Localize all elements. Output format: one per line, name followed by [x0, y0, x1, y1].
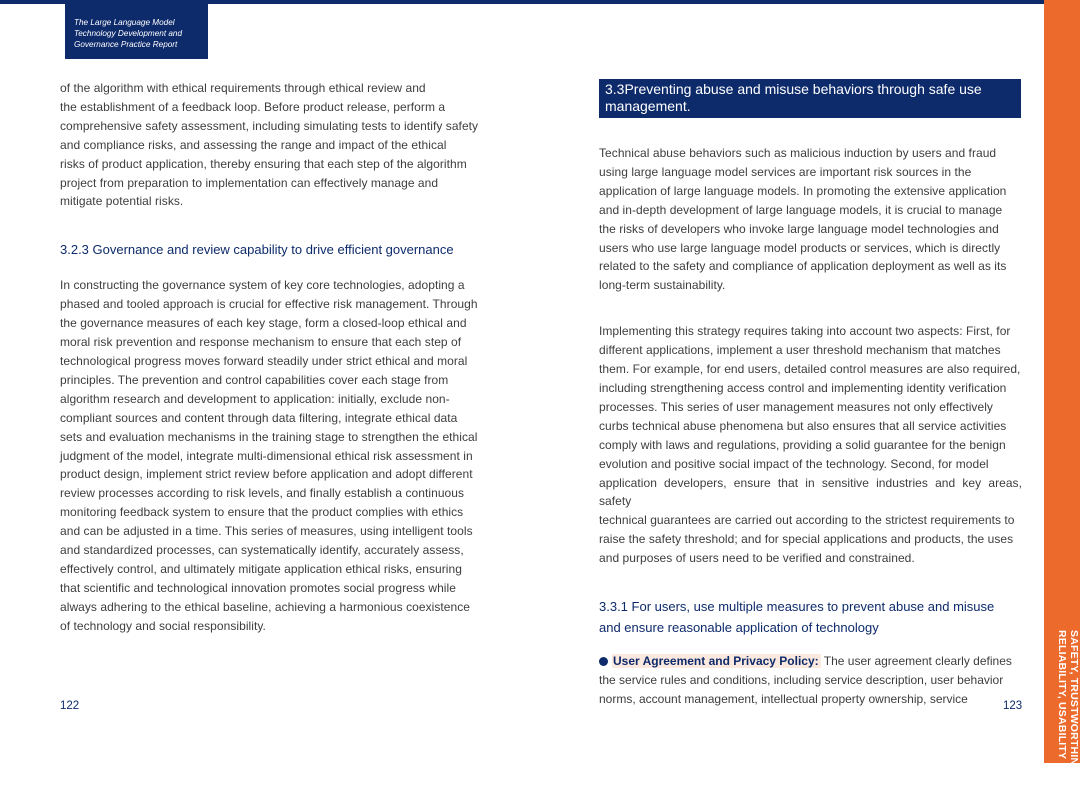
text-line: sets and evaluation mechanisms in the training stage to strengthen the ethical [60, 429, 478, 444]
left-paragraph-1 [60, 79, 481, 211]
text-line: technological progress moves forward steadily under strict ethical and moral [60, 353, 468, 368]
report-title-line: Technology Development and [74, 29, 183, 38]
subheading-line: 3.3.1 For users, use multiple measures to prevent abuse and misuse [599, 599, 995, 615]
text-line: users who use large language model products or services, which is directly [599, 240, 1001, 255]
page-number-left: 122 [60, 700, 80, 712]
text-line: and compliance risks, and assessing the range and impact of the ethical [60, 137, 447, 152]
text-line: algorithm research and development to application: initially, exclude non- [60, 391, 450, 406]
subsection-heading-3-3-1 [599, 596, 1022, 638]
section-heading-line: 3.3Preventing abuse and misuse behaviors through safe use [605, 81, 982, 97]
text-line: of the algorithm with ethical requirements through ethical review and [60, 81, 426, 95]
text-line: different applications, implement a user threshold mechanism that matches [599, 343, 1001, 358]
text-line: product design, implement strict review before application and adopt different [60, 467, 473, 482]
text-line: long-term sustainability. [599, 278, 726, 293]
text-line: project from preparation to implementation can effectively manage and [60, 175, 439, 190]
subsection-heading-3-2-3: 3.2.3 Governance and review capability to drive efficient governance [60, 242, 454, 258]
text-line: monitoring feedback system to ensure that the product complies with ethics [60, 505, 464, 520]
text-line: comply with laws and regulations, providing a solid guarantee for the benign [599, 437, 1006, 452]
bullet-label: User Agreement and Privacy Policy: [613, 654, 819, 669]
text-line: and in-depth development of large language models, it is crucial to manage [599, 202, 1003, 217]
right-paragraph-2 [599, 322, 1022, 568]
text-line: moral risk prevention and response mechanism to ensure that each step of [60, 335, 462, 350]
text-line: that scientific and technological innovation promotes social progress while [60, 580, 456, 595]
text-line: the establishment of a feedback loop. Before product release, perform a [60, 99, 446, 114]
report-header-box [65, 4, 208, 59]
page-number-right: 123 [1003, 700, 1023, 712]
text-line: and purposes of users need to be verified and constrained. [599, 551, 915, 566]
text-line: principles. The prevention and control capabilities cover each stage from [60, 372, 449, 387]
text-line: judgment of the model, integrate multi-dimensional ethical risk assessment in [60, 448, 473, 463]
text-line: curbs technical abuse phenomena but also ensures that all service activities [599, 418, 1007, 433]
right-page-column [599, 79, 1022, 709]
text-line: risks of product application, thereby ensuring that each step of the algorithm [60, 156, 467, 171]
text-line: and can be adjusted in a time. This series of measures, using intelligent tools [60, 524, 473, 539]
text-line: using large language model services are important risk sources in the [599, 164, 972, 179]
text-line: always adhering to the ethical baseline, achieving a harmonious coexistence [60, 599, 470, 614]
section-heading-3-3 [599, 79, 1021, 118]
text-line: raise the safety threshold; and for special applications and products, the uses [599, 532, 1014, 547]
text-line: application developers, ensure that in sensitive industries and key areas, safety [599, 475, 1022, 509]
side-tab-label [1056, 630, 1080, 787]
subheading-line: and ensure reasonable application of technology [599, 620, 879, 636]
text-line: processes. This series of user management measures not only effectively [599, 399, 993, 414]
text-line: including strengthening access control and implementing identity verification [599, 380, 1007, 395]
section-heading-line: management. [605, 98, 691, 114]
text-line: norms, account management, intellectual property ownership, service [599, 692, 968, 707]
bullet-text: The user agreement clearly defines [823, 654, 1012, 669]
text-line: the governance measures of each key stage, form a closed-loop ethical and [60, 316, 467, 331]
text-line: Implementing this strategy requires taking into account two aspects: First, for [599, 324, 1011, 339]
side-tab-line: RELIABILITY, USABILITY [1056, 630, 1068, 760]
text-line: mitigate potential risks. [60, 194, 184, 209]
text-line: In constructing the governance system of key core technologies, adopting a [60, 278, 465, 293]
report-title-line: Governance Practice Report [74, 40, 178, 49]
bullet-item-user-agreement [599, 652, 1022, 709]
text-line: of technology and social responsibility. [60, 618, 266, 633]
text-line: related to the safety and compliance of application deployment as well as its [599, 259, 1007, 274]
right-paragraph-1 [599, 144, 1022, 295]
text-line: application of large language models. In promoting the extensive application [599, 183, 1007, 198]
left-page-column [60, 79, 481, 636]
side-tab-line: SAFETY, TRUSTWORTHINESS [1068, 630, 1080, 787]
text-line: phased and tooled approach is crucial for effective risk management. Through [60, 297, 478, 312]
bullet-dot-icon [599, 657, 608, 666]
side-tab-strip [1044, 0, 1080, 787]
text-line: review processes according to risk levels, and finally establish a continuous [60, 486, 465, 501]
text-line: comprehensive safety assessment, including simulating tests to identify safety [60, 118, 479, 133]
text-line: compliant sources and content through data filtering, integrate ethical data [60, 410, 458, 425]
text-line: the risks of developers who invoke large language model technologies and [599, 221, 999, 236]
text-line: effectively control, and ultimately mitigate application ethical risks, ensuring [60, 561, 462, 576]
text-line: technical guarantees are carried out according to the strictest requirements to [599, 513, 1015, 528]
text-line: evolution and positive social impact of the technology. Second, for model [599, 456, 989, 471]
left-paragraph-2 [60, 276, 481, 635]
text-line: Technical abuse behaviors such as malicious induction by users and fraud [599, 146, 997, 160]
text-line: the service rules and conditions, including service description, user behavior [599, 673, 1004, 688]
report-title-line: The Large Language Model [74, 18, 175, 27]
text-line: and standardized processes, can systematically identify, accurately assess, [60, 543, 464, 558]
text-line: them. For example, for end users, detailed control measures are also required, [599, 362, 1021, 377]
